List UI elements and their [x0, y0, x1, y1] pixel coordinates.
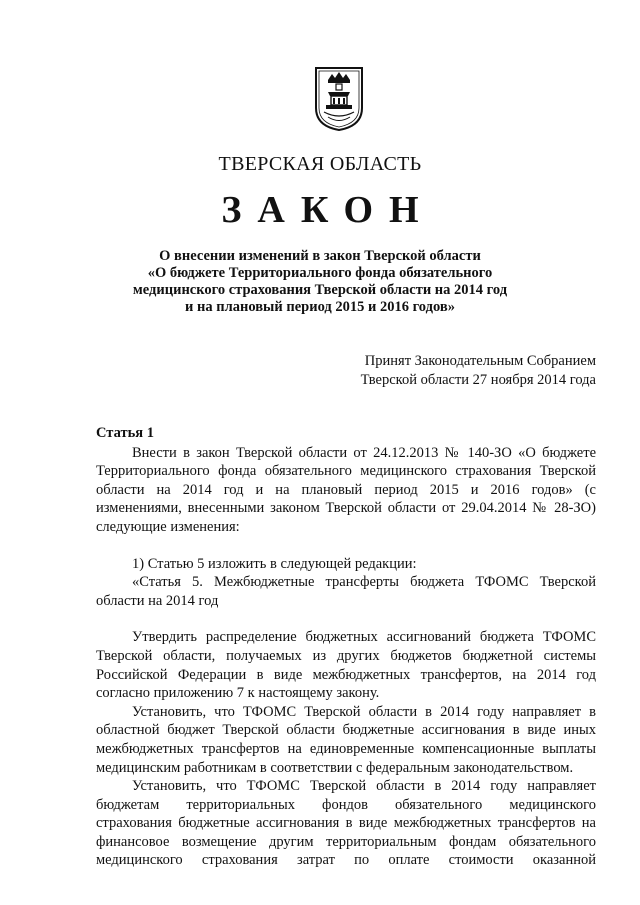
text-line: межбюджетных трансфертов на единовременные компенсационные выплаты	[96, 740, 596, 757]
paragraph	[96, 777, 596, 870]
law-title	[0, 248, 640, 316]
law-title-line: и на плановый период 2015 и 2016 годов»	[185, 299, 455, 315]
text-line: Территориального фонда обязательного медицинского страхования Тверской	[96, 463, 596, 480]
text-line: медицинского страхования затрат по оплате стоимости оказанной	[96, 852, 596, 869]
text-line: Установить, что ТФОМС Тверской области в 2014 году направляет в	[132, 703, 596, 720]
text-line: согласно приложению 7 к настоящему закону.	[96, 685, 380, 702]
text-line: финансовое возмещение другим территориальным фондам обязательного	[96, 833, 596, 850]
paragraph	[96, 628, 596, 702]
paragraph	[96, 703, 596, 777]
text-line: Внести в закон Тверской области от 24.12.2013 № 140-ЗО «О бюджете	[132, 444, 596, 461]
coat-of-arms-icon	[314, 62, 364, 132]
text-line: медицинским работникам в соответствии с федеральным законодательством.	[96, 759, 574, 776]
article-heading: Статья 1	[96, 425, 154, 441]
law-title-line: О внесении изменений в закон Тверской области	[159, 248, 481, 264]
text-line: области на 2014 год и на плановый период 2015 и 2016 годов» (с	[96, 481, 596, 498]
region-name: ТВЕРСКАЯ ОБЛАСТЬ	[218, 153, 422, 175]
document-type: ЗАКОН	[221, 189, 435, 231]
adoption-note	[361, 352, 596, 390]
adoption-line: Принят Законодательным Собранием	[364, 353, 596, 369]
text-line: Российской Федерации в виде межбюджетных трансфертов, на 2014 год	[96, 666, 596, 683]
adoption-line: Тверской области 27 ноября 2014 года	[360, 372, 596, 388]
text-line: бюджетам территориальных фондов обязательного медицинского	[96, 796, 596, 813]
text-line: областной бюджет Тверской области бюджетные ассигнования в виде иных	[96, 722, 596, 739]
text-line: Установить, что ТФОМС Тверской области в 2014 году направляет	[132, 778, 596, 795]
text-line: 1) Статью 5 изложить в следующей редакции:	[132, 555, 417, 572]
text-line: «Статья 5. Межбюджетные трансферты бюджета ТФОМС Тверской	[132, 574, 596, 591]
text-line: Утвердить распределение бюджетных ассигнований бюджета ТФОМС	[132, 629, 596, 646]
text-line: страхования бюджетные ассигнования в виде межбюджетных трансфертов на	[96, 815, 596, 832]
law-title-line: «О бюджете Территориального фонда обязательного	[147, 265, 493, 281]
text-line: изменениями, внесенными законом Тверской области от 29.04.2014 № 28-ЗО)	[96, 500, 596, 517]
amendment-item	[96, 555, 596, 574]
text-line: Тверской области, получаемых из других бюджетов бюджетной системы	[96, 647, 596, 664]
document-body	[96, 424, 596, 870]
text-line: следующие изменения:	[96, 518, 240, 535]
text-line: области на 2014 год	[96, 592, 219, 609]
law-title-line: медицинского страхования Тверской области на 2014 год	[132, 282, 508, 298]
quoted-article-heading	[96, 573, 596, 610]
article-intro	[96, 444, 596, 537]
